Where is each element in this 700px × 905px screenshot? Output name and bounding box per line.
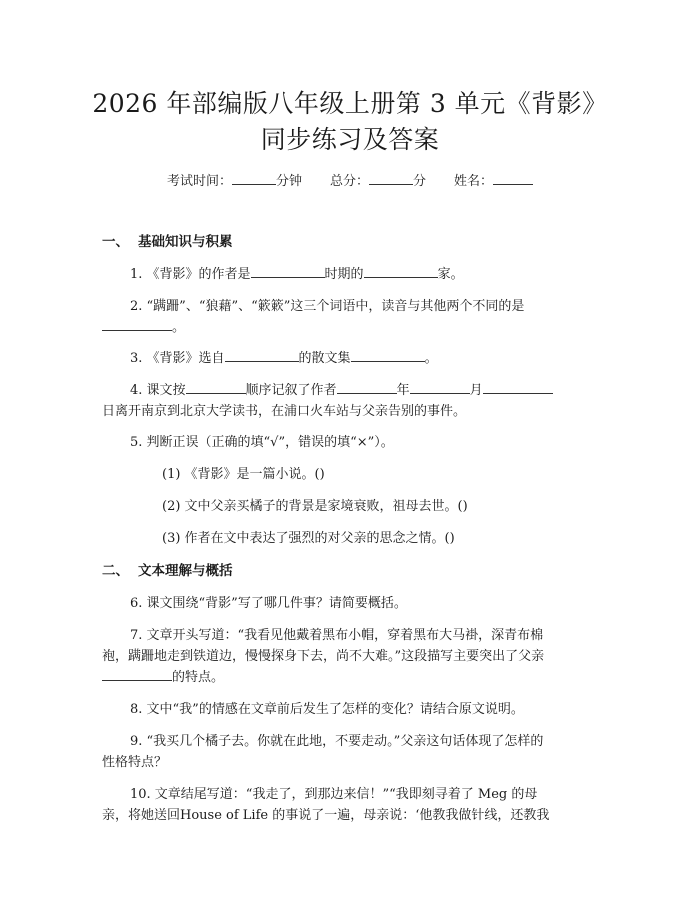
question-4-cont <box>102 400 466 419</box>
question-3 <box>130 347 438 366</box>
answer-blank <box>186 381 246 394</box>
section-title: 文本理解与概括 <box>138 563 233 579</box>
question-5: 5. 判断正误（正确的填“√”，错误的填“×”）。 <box>130 435 394 450</box>
question-6: 6. 课文围绕“背影”写了哪几件事？请简要概括。 <box>130 596 407 611</box>
question-9: 9. “我买几个橘子去。你就在此地，不要走动。”父亲这句话体现了怎样的 <box>130 734 544 749</box>
question-8: 8. 文中“我”的情感在文章前后发生了怎样的变化？请结合原文说明。 <box>130 702 524 717</box>
answer-blank <box>410 381 470 394</box>
question-7: 7. 文章开头写道：“我看见他戴着黑布小帽，穿着黑布大马褂，深青布棉 <box>130 628 544 643</box>
question-text: 1. 《背影》的作者是 <box>130 267 251 282</box>
answer-blank <box>102 668 172 681</box>
question-2 <box>130 295 524 314</box>
question-2-cont <box>102 316 185 335</box>
section-number: 二、 <box>102 563 129 579</box>
score-unit: 分 <box>413 174 427 189</box>
section-heading-2 <box>102 559 233 579</box>
question-text: 的特点。 <box>172 670 225 685</box>
time-label: 考试时间： <box>166 174 232 189</box>
name-blank <box>493 172 533 185</box>
answer-blank <box>351 349 425 362</box>
score-label: 总分： <box>329 174 369 189</box>
answer-blank <box>102 318 172 331</box>
question-text: 顺序记叙了作者 <box>245 383 337 398</box>
answer-blank <box>225 349 299 362</box>
question-5-item-3: (3) 作者在文中表达了强烈的对父亲的思念之情。() <box>162 531 455 546</box>
question-4 <box>130 379 553 398</box>
section-title: 基础知识与积累 <box>138 234 233 250</box>
question-1 <box>130 263 464 282</box>
time-blank <box>232 172 276 185</box>
question-text: 的散文集 <box>298 351 351 366</box>
question-text: 4. 课文按 <box>130 383 186 398</box>
question-text: 。 <box>172 320 186 335</box>
answer-blank <box>364 265 438 278</box>
score-blank <box>369 172 413 185</box>
question-5-item-1: (1) 《背影》是一篇小说。() <box>162 467 325 482</box>
question-5-item-2: (2) 文中父亲买橘子的背景是家境衰败，祖母去世。() <box>162 499 468 514</box>
section-number: 一、 <box>102 234 129 250</box>
name-label: 姓名： <box>454 174 494 189</box>
question-7-cont2 <box>102 666 224 685</box>
question-text: 年 <box>396 383 410 398</box>
question-10-cont: 亲，将她送回House of Life 的事说了一遍，母亲说：‘他教我做针线，还教我 <box>102 808 550 823</box>
exam-info <box>0 170 700 189</box>
answer-blank <box>251 265 325 278</box>
answer-blank <box>337 381 397 394</box>
question-10: 10. 文章结尾写道：“我走了，到那边来信！”“我即刻寻着了 Meg 的母 <box>130 787 538 802</box>
question-7-cont: 袍，蹒跚地走到铁道边，慢慢探身下去，尚不大难。”这段描写主要突出了父亲 <box>102 649 545 664</box>
question-text: 家。 <box>437 267 464 282</box>
document-title-line2: 同步练习及答案 <box>260 125 440 154</box>
answer-blank <box>483 381 553 394</box>
question-text: 。 <box>424 351 438 366</box>
time-unit: 分钟 <box>275 174 302 189</box>
document-title-line1: 2026 年部编版八年级上册第 3 单元《背影》 <box>92 89 608 118</box>
question-text: 日离开南京到北京大学读书，在浦口火车站与父亲告别的事件。 <box>102 404 467 419</box>
question-text: 3. 《背影》选自 <box>130 351 225 366</box>
question-text: 时期的 <box>324 267 364 282</box>
section-heading-1 <box>102 230 233 250</box>
question-9-cont: 性格特点？ <box>102 755 168 770</box>
question-text: 2. “蹒跚”、“狼藉”、“簌簌”这三个词语中，读音与其他两个不同的是 <box>130 299 525 314</box>
question-text: 月 <box>469 383 483 398</box>
